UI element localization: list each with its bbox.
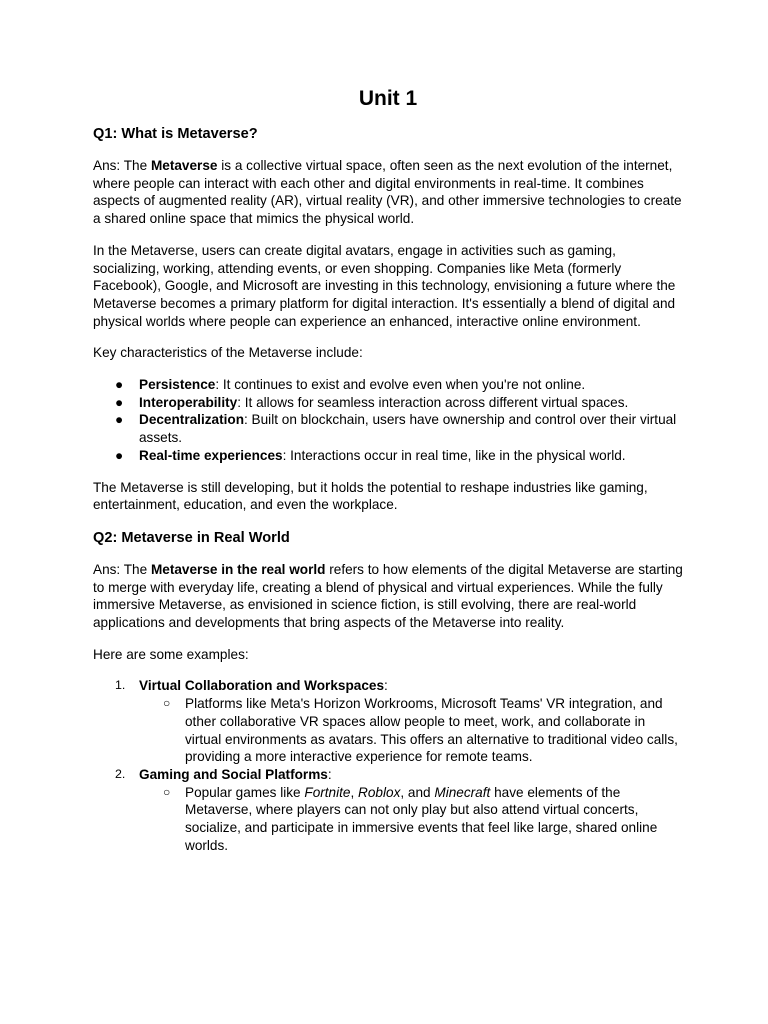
document-title: Unit 1 bbox=[358, 87, 418, 110]
sub-list-item-text: Platforms like Meta's Horizon Workrooms, Microsoft Teams' VR integration, and other collaborative VR spaces allow people to meet, work, and collaborate in virtual environments as avatars. This offers an alternative to traditional video calls, providing a more interactive experience for remote teams. bbox=[185, 696, 678, 765]
list-item-text: : It allows for seamless interaction across different virtual spaces. bbox=[237, 394, 629, 410]
hollow-bullet-icon: ○ bbox=[163, 696, 171, 711]
list-item bbox=[93, 411, 683, 446]
q2-heading: Q2: Metaverse in Real World bbox=[93, 529, 290, 546]
sub-list bbox=[139, 695, 683, 766]
list-item-term: Real-time experiences bbox=[139, 447, 283, 463]
list-item-title: Gaming and Social Platforms bbox=[139, 766, 328, 782]
hollow-bullet-icon: ○ bbox=[163, 784, 171, 799]
q2-answer-text: refers to how elements of the digital Metaverse are starting to merge with everyday life, creating a blend of physical and virtual experiences. While the fully immersive Metaverse, as envisioned in science fiction, is still evolving, there are real-world applications and developments that bring aspects of the Metaverse into reality. bbox=[93, 561, 683, 631]
list-item-term: Interoperability bbox=[139, 394, 238, 410]
list-item-text: : It continues to exist and evolve even when you're not online. bbox=[215, 377, 586, 393]
q2-answer-paragraph bbox=[93, 561, 683, 632]
document-page bbox=[93, 86, 683, 855]
sub-text-part: , bbox=[350, 784, 359, 800]
list-item-term: Decentralization bbox=[139, 412, 244, 428]
sub-text-part: , and bbox=[400, 784, 435, 800]
list-item-colon: : bbox=[384, 678, 388, 694]
game-name-fortnite: Fortnite bbox=[304, 784, 351, 800]
characteristics-list bbox=[93, 376, 683, 465]
list-item bbox=[93, 766, 683, 855]
list-item bbox=[93, 447, 683, 465]
sub-list bbox=[139, 784, 683, 855]
sub-text-part: Popular games like bbox=[185, 784, 305, 800]
q1-answer-term: Metaverse bbox=[150, 158, 218, 173]
list-item-colon: : bbox=[327, 766, 332, 782]
q2-answer-prefix: Ans: The bbox=[93, 561, 151, 577]
list-item-text: : Interactions occur in real time, like in the physical world. bbox=[282, 447, 626, 463]
q1-answer-prefix: Ans: The bbox=[93, 158, 151, 173]
bullet-icon: ● bbox=[115, 394, 124, 410]
list-number: 2. bbox=[115, 766, 126, 781]
q1-heading: Q1: What is Metaverse? bbox=[93, 126, 258, 142]
q2-examples-intro: Here are some examples: bbox=[93, 646, 249, 662]
list-item bbox=[93, 394, 683, 412]
list-number: 1. bbox=[115, 678, 126, 693]
q2-answer-term: Metaverse in the real world bbox=[150, 561, 326, 577]
list-item-text: : Built on blockchain, users have ownership and control over their virtual assets. bbox=[139, 412, 677, 446]
q1-closing-paragraph: The Metaverse is still developing, but it holds the potential to reshape industries like gaming, entertainment, education, and even the workplace. bbox=[93, 479, 648, 513]
sub-text-part: have elements of the Metaverse, where players can not only play but also attend virtual concerts, socialize, and participate in immersive events that feel like large, shared online worlds. bbox=[185, 784, 658, 853]
list-item bbox=[93, 677, 683, 766]
list-item-title: Virtual Collaboration and Workspaces bbox=[139, 678, 384, 694]
bullet-icon: ● bbox=[115, 447, 124, 463]
list-item bbox=[93, 376, 683, 394]
game-name-roblox: Roblox bbox=[358, 784, 401, 800]
game-name-minecraft: Minecraft bbox=[434, 784, 491, 800]
examples-list bbox=[93, 677, 683, 854]
q1-answer-text: is a collective virtual space, often seen as the next evolution of the internet, where people can interact with each other and digital environments in real-time. It combines aspects of augmented reality (AR), virtual reality (VR), and other immersive technologies to create a shared online space that mimics the physical world. bbox=[93, 158, 682, 227]
q1-answer-paragraph bbox=[93, 157, 683, 228]
list-item-term: Persistence bbox=[139, 377, 216, 393]
sub-list-item bbox=[139, 784, 683, 855]
bullet-icon: ● bbox=[115, 412, 124, 428]
bullet-icon: ● bbox=[115, 377, 124, 393]
q1-key-intro: Key characteristics of the Metaverse include: bbox=[93, 345, 363, 361]
sub-list-item bbox=[139, 695, 683, 766]
q1-paragraph-2: In the Metaverse, users can create digital avatars, engage in activities such as gaming, socializing, working, attending events, or even shopping. Companies like Meta (formerly Facebook), Google, and Microsoft are investing in this technology, envisioning a future where the Metaverse becomes a primary platform for digital interaction. It's essentially a blend of digital and physical worlds where people can experience an enhanced, interactive online environment. bbox=[93, 242, 676, 329]
